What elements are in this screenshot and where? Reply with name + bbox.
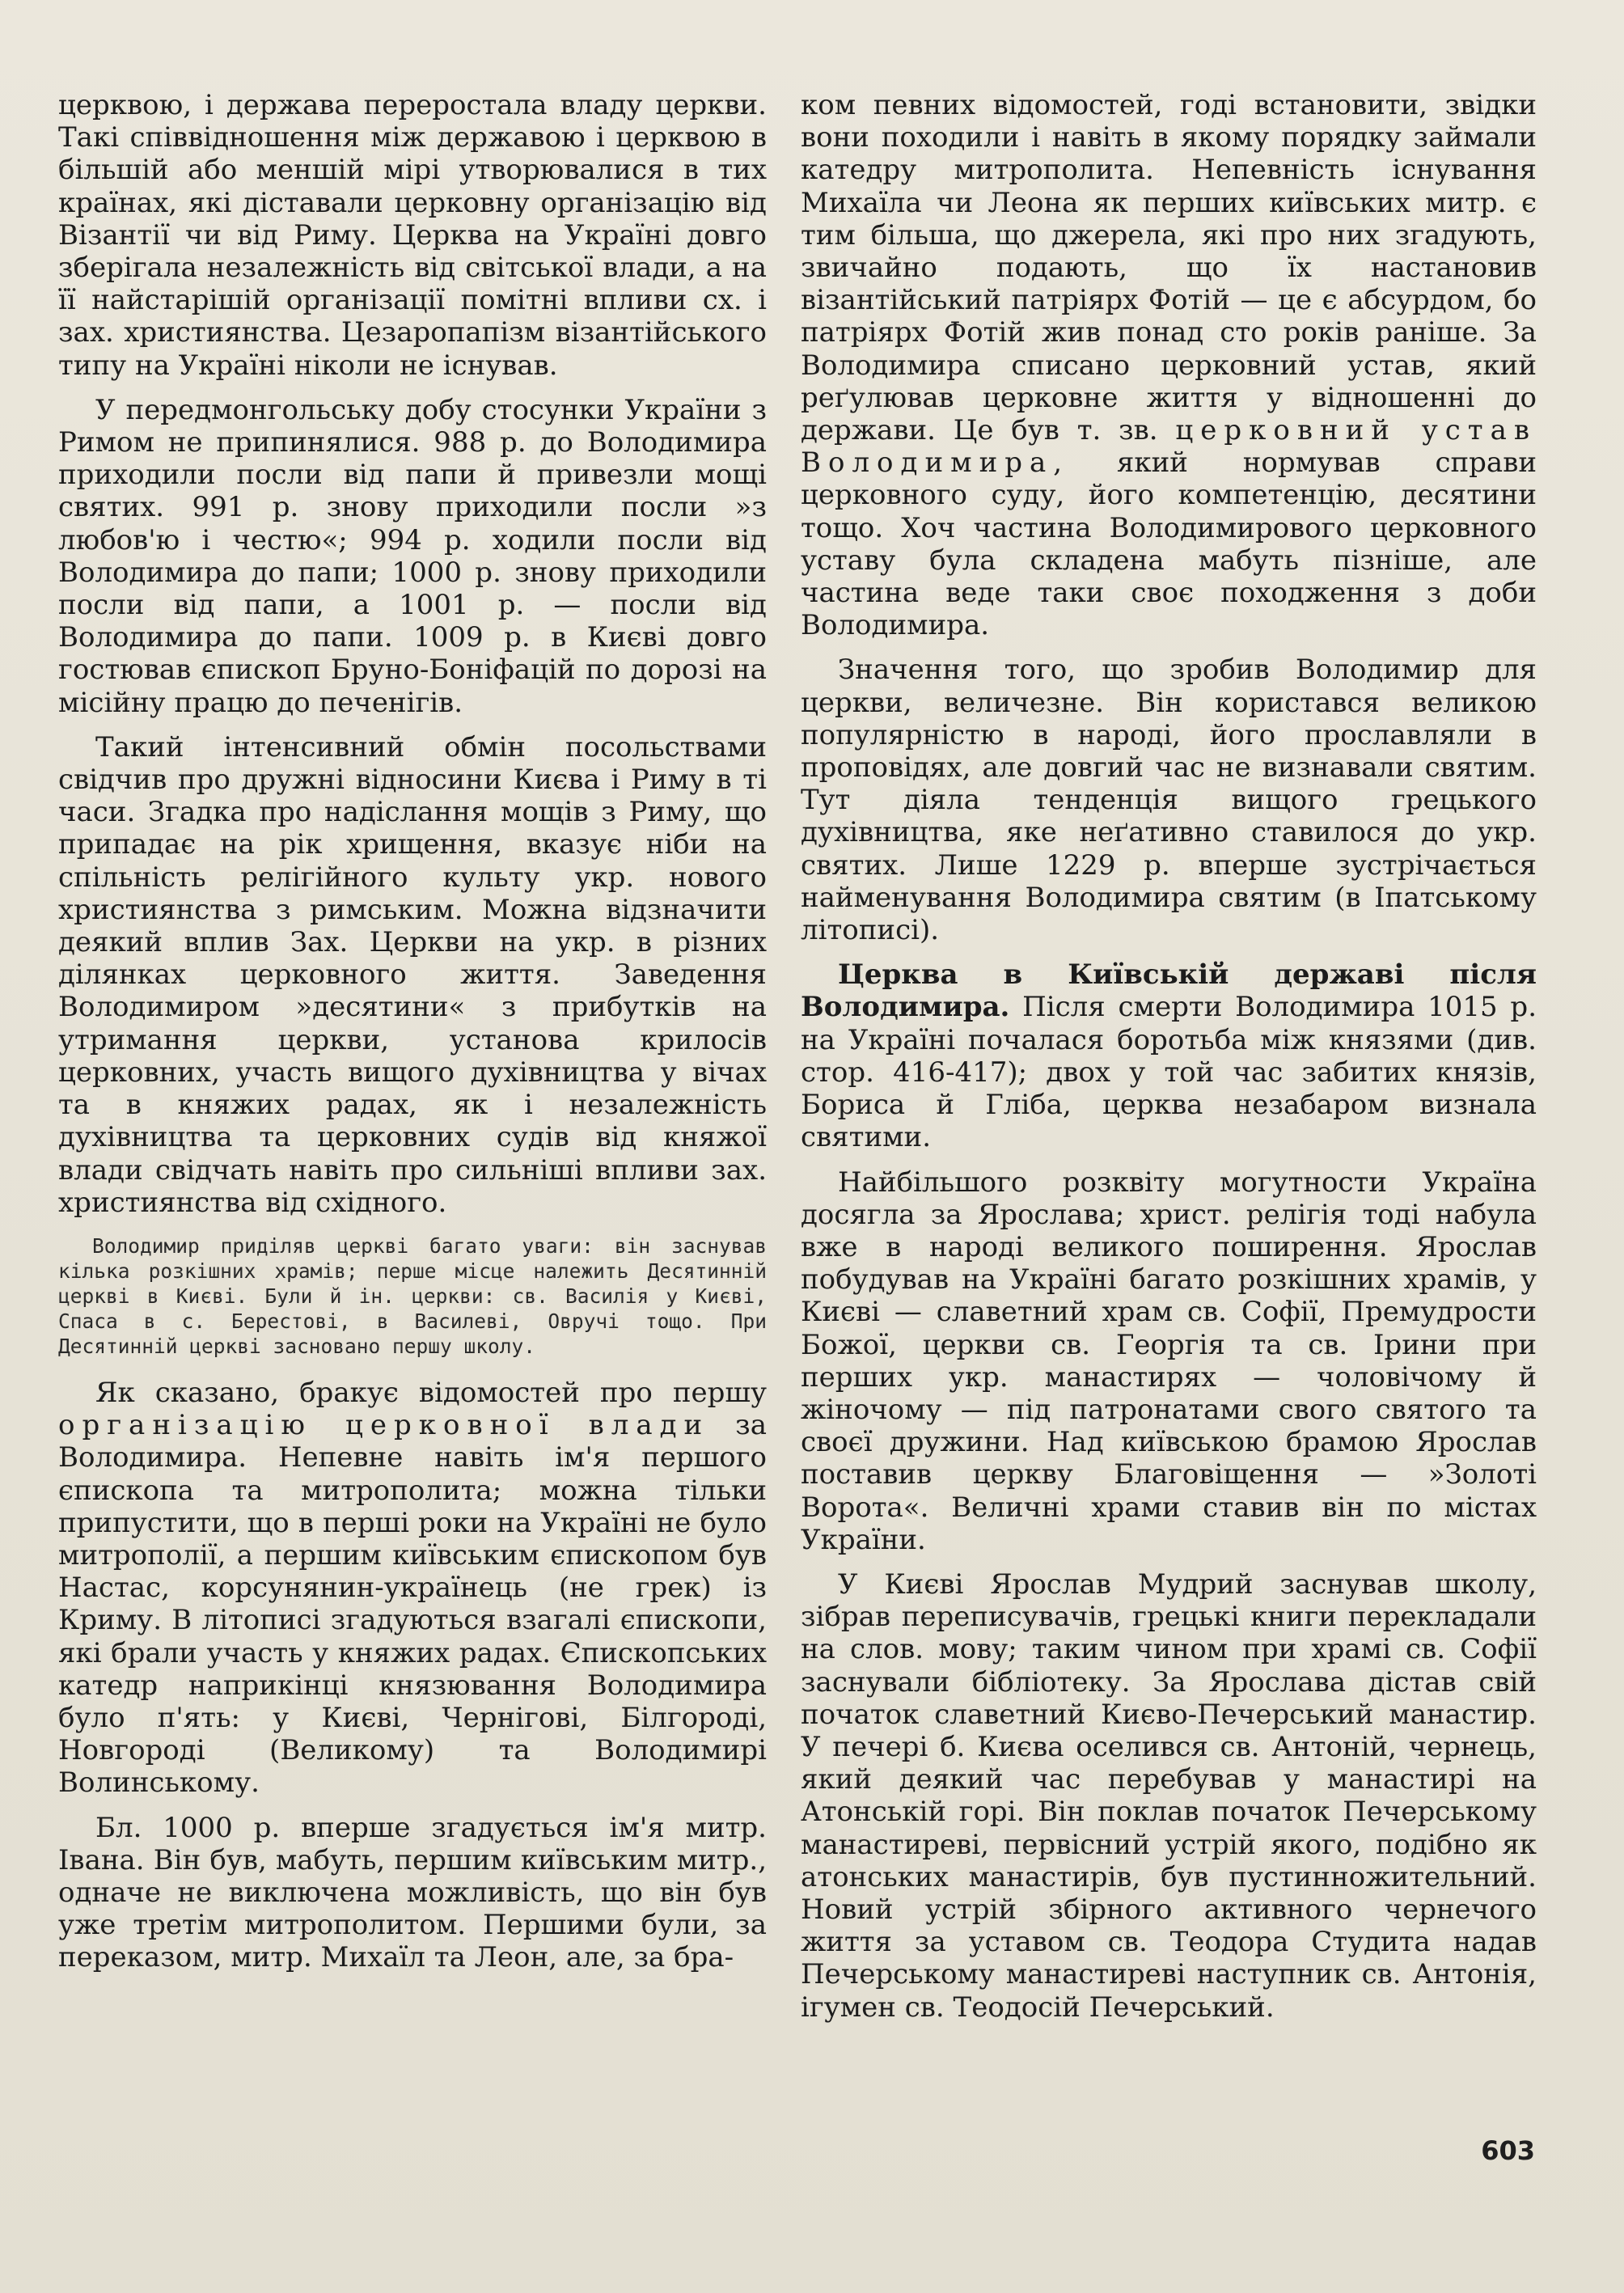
paragraph: Найбільшого розквіту могутности Україна досягла за Ярослава; христ. релігія тоді набула вже в народі великого поширення. Ярослав побудував на Україні багато розкішних храмів, у Києві — славетний храм св. Софії, Премудрости Божої, церкви св. Георгія та св. Ірини при перших укр. манастирях — чоловічому й жіночому — під патронатами свого святого та своєї дружини. Над київською брамою Ярослав поставив церкву Благовіщення — »Золоті Ворота«. Величні храми ставив він по містах України. bbox=[801, 1166, 1537, 1556]
paragraph: Значення того, що зробив Володимир для церкви, величезне. Він користався великою популярністю в народі, його прославляли в проповідях, але довгий час не визнавали святим. Тут діяла тенденція вищого грецького духівництва, яке неґативно ставилося до укр. святих. Лише 1229 р. вперше зустрічається найменування Володимира святим (в Іпатському літописі). bbox=[801, 654, 1537, 947]
section-heading: Церква в Київській державі після Володимира. bbox=[801, 958, 1537, 1024]
right-column bbox=[801, 89, 1537, 2024]
text-run: Після смерти Володимира 1015 р. на Україні почалася боротьба між князями (див. стор. 416-417); двох у той час забитих князів, Бориса й Гліба, церква незабаром визнала святими. bbox=[801, 991, 1537, 1154]
paragraph: У Києві Ярослав Мудрий заснував школу, зібрав переписувачів, грецькі книги перекладали на слов. мову; таким чином при храмі св. Софії заснували бібліотеку. За Ярослава дістав свій початок славетний Києво-Печерський манастир. У печері б. Києва оселився св. Антоній, чернець, який деякий час перебував у манастирі на Атонській горі. Він поклав початок Печерському манастиреві, первісний устрій якого, подібно як атонських манастирів, був пустинножительний. Новий устрій збірного активного чернечого життя за уставом св. Теодора Студита надав Печерському манастиреві наступник св. Антонія, ігумен св. Теодосій Печерський. bbox=[801, 1567, 1537, 2024]
text-run: , який нормував справи церковного суду, його компетенцію, десятини тощо. Хоч частина Володимирового церковного уставу була складена мабуть пізніше, але частина веде таки своє походження з доби Володимира. bbox=[801, 446, 1537, 642]
page-number: 603 bbox=[1481, 2135, 1535, 2166]
paragraph bbox=[58, 1377, 767, 1800]
paragraph: Бл. 1000 р. вперше згадується ім'я митр. Івана. Він був, мабуть, першим київським митр., одначе не виключена можливість, що він був уже третім митрополитом. Першими були, за переказом, митр. Михаїл та Леон, але, за бра- bbox=[58, 1811, 767, 1974]
paragraph: церквою, і держава переростала владу церкви. Такі співвідношення між державою і церквою в більшій або меншій мірі утворювалися в тих країнах, які діставали церковну організацію від Візантії чи від Риму. Церква на Україні довго зберігала незалежність від світської влади, а на її найстарішій організації помітні впливи сх. і зах. християнства. Цезаропапізм візантійського типу на Україні ніколи не існував. bbox=[58, 89, 767, 382]
paragraph bbox=[801, 89, 1537, 641]
text-run: за Володимира. Непевне навіть ім'я першого єпископа та митрополита; можна тільки припустити, що в перші роки на Україні не було митрополії, а першим київським єпископом був Настас, корсунянин-українець (не грек) із Криму. В літописі згадуються взагалі єпископи, які брали участь у княжих радах. Єпископських катедр наприкінці князювання Володимира було п'ять: у Києві, Чернігові, Білгороді, Новгороді (Великому) та Володимирі Волинському. bbox=[58, 1409, 767, 1800]
paragraph: У передмонгольську добу стосунки України з Римом не припинялися. 988 р. до Володимира приходили посли від папи й привезли мощі святих. 991 р. знову приходили посли »з любов'ю і честю«; 994 р. ходили посли від Володимира до папи; 1000 р. знову приходили посли від папи, а 1001 р. — посли від Володимира до папи. 1009 р. в Києві довго гостював єпископ Бруно-Боніфацій по дорозі на місійну працю до печенігів. bbox=[58, 393, 767, 719]
text-run: Як сказано, бракує відомостей про першу bbox=[95, 1376, 767, 1409]
paragraph bbox=[801, 958, 1537, 1153]
spaced-emphasis: церковний устав Володимира bbox=[801, 414, 1537, 480]
illustration-caption: Володимир приділяв церкві багато уваги: він заснував кілька розкішних храмів; перше місце належить Десятинній церкві в Києві. Були й ін. церкви: св. Василія у Києві, Спаса в с. Берестові, в Василеві, Овручі тощо. При Десятинній церкві засновано першу школу. bbox=[58, 1233, 767, 1358]
paragraph: Такий інтенсивний обмін посольствами свідчив про дружні відносини Києва і Риму в ті часи. Згадка про надіслання мощів з Риму, що припадає на рік хрищення, вказує ніби на спільність релігійного культу укр. нового християнства з римським. Можна відзначити деякий вплив Зах. Церкви на укр. в різних ділянках церковного життя. Заведення Володимиром »десятини« з прибутків на утримання церкви, установа крилосів церковних, участь вищого духівництва у вічах та в княжих радах, як і незалежність духівництва та церковних судів від княжої влади свідчать навіть про сильніші впливи зах. християнства від східного. bbox=[58, 730, 767, 1219]
spaced-emphasis: організацію церковної влади bbox=[58, 1409, 710, 1442]
text-run: ком певних відомостей, годі встановити, звідки вони походили і навіть в якому порядку займали катедру митрополита. Непевність існування Михаїла чи Леона як перших київських митр. є тим більша, що джерела, які про них згадують, звичайно подають, що їх настановив візантійський патріярх Фотій — це є абсурдом, бо патріярх Фотій жив понад сто років раніше. За Володимира списано церковний устав, який реґулював церковне життя у відношенні до держави. Це був т. зв. bbox=[801, 89, 1537, 447]
left-column bbox=[58, 89, 767, 1974]
